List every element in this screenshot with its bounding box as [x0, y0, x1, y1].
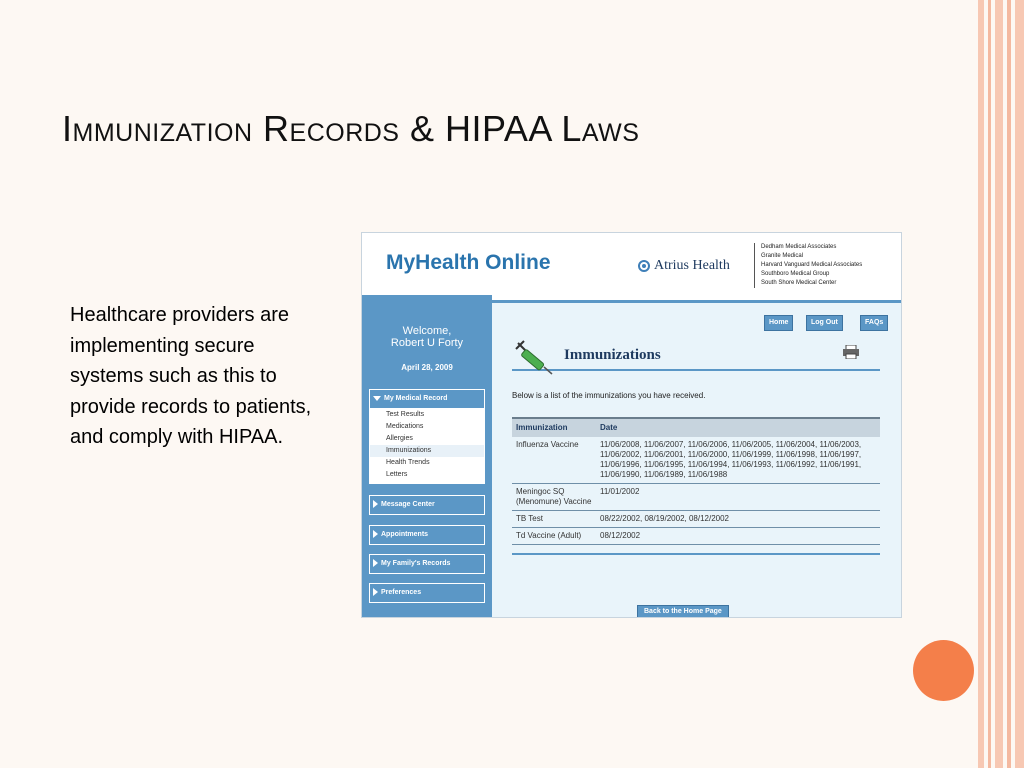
column-header: Immunization: [516, 423, 568, 432]
affiliate-item: South Shore Medical Center: [761, 280, 837, 286]
decorative-stripe: [995, 0, 1003, 768]
affiliate-item: Southboro Medical Group: [761, 271, 830, 277]
welcome-message: [362, 325, 492, 349]
immunization-dates: 08/22/2002, 08/19/2002, 08/12/2002: [600, 514, 730, 523]
affiliate-list: [754, 243, 862, 288]
portal-main: [492, 303, 902, 618]
caret-right-icon: [373, 588, 378, 596]
intro-text: Below is a list of the immunizations you have received.: [512, 391, 706, 400]
nav-head[interactable]: [370, 390, 484, 408]
home-button[interactable]: Home: [764, 315, 793, 331]
affiliate-item: Dedham Medical Associates: [761, 244, 837, 250]
decorative-stripe: [978, 0, 984, 768]
affiliate-item: Harvard Vanguard Medical Associates: [761, 262, 863, 268]
nav-label: My Family's Records: [381, 560, 451, 567]
nav-head[interactable]: [370, 496, 484, 514]
immunization-table: [512, 417, 880, 555]
faqs-button[interactable]: FAQs: [860, 315, 888, 331]
portal-header: [362, 233, 902, 303]
nav-message-center[interactable]: [369, 495, 485, 515]
welcome-line: Welcome,: [402, 325, 452, 337]
caret-down-icon: [373, 396, 381, 401]
table-row: [512, 484, 880, 511]
immunization-name: TB Test: [516, 514, 543, 523]
decorative-stripe: [1015, 0, 1024, 768]
printer-icon[interactable]: [842, 345, 860, 359]
nav-preferences[interactable]: [369, 583, 485, 603]
portal-brand[interactable]: MyHealth Online: [386, 251, 551, 274]
nav-sub-letters[interactable]: Letters: [386, 471, 408, 478]
immunization-name: Td Vaccine (Adult): [516, 531, 582, 540]
nav-label: Message Center: [381, 501, 435, 508]
syringe-icon: [514, 339, 554, 375]
back-to-home-button[interactable]: Back to the Home Page: [637, 605, 729, 618]
immunization-name: Meningoc SQ (Menomune) Vaccine: [516, 487, 592, 506]
nav-label: Preferences: [381, 589, 422, 596]
slide-body-text: Healthcare providers are implementing secure systems such as this to provide records to patients, and comply with HIPAA.: [70, 304, 312, 448]
user-name: Robert U Forty: [390, 337, 464, 349]
immunization-dates: 08/12/2002: [600, 531, 641, 540]
table-header: [512, 417, 880, 437]
slide-title: Immunization Records & HIPAA Laws: [62, 108, 640, 149]
nav-sub-allergies[interactable]: Allergies: [386, 435, 413, 442]
page-title: Immunizations: [564, 347, 661, 363]
portal-sidebar: [362, 295, 492, 618]
decorative-stripe: [1007, 0, 1011, 768]
affiliate-item: Granite Medical: [761, 253, 804, 259]
caret-right-icon: [373, 559, 378, 567]
nav-head[interactable]: [370, 526, 484, 544]
partner-logo: [638, 258, 730, 274]
nav-my-medical-record[interactable]: [369, 389, 485, 484]
caret-right-icon: [373, 530, 378, 538]
table-row: [512, 437, 880, 484]
nav-sub-test-results[interactable]: Test Results: [386, 411, 425, 418]
nav-appointments[interactable]: [369, 525, 485, 545]
caret-right-icon: [373, 500, 378, 508]
immunization-dates: 11/01/2002: [600, 487, 640, 496]
nav-label: My Medical Record: [384, 395, 448, 402]
table-row: [512, 511, 880, 528]
current-date: April 28, 2009: [401, 363, 453, 372]
atrius-logo-icon: [638, 260, 650, 272]
nav-sub-health-trends[interactable]: Health Trends: [386, 459, 430, 466]
decorative-stripe: [988, 0, 991, 768]
nav-head[interactable]: [370, 555, 484, 573]
partner-name: Atrius Health: [654, 258, 730, 273]
nav-label: Appointments: [381, 531, 429, 538]
nav-sub-medications[interactable]: Medications: [386, 423, 424, 430]
nav-sub-immunizations[interactable]: Immunizations: [370, 445, 484, 457]
table-footer-rule: [512, 545, 880, 555]
portal-screenshot: [361, 232, 902, 618]
nav-submenu: [370, 408, 484, 483]
table-row: [512, 528, 880, 545]
page-header: [512, 339, 880, 371]
decorative-circle: [913, 640, 974, 701]
immunization-name: Influenza Vaccine: [516, 440, 579, 449]
nav-my-familys-records[interactable]: [369, 554, 485, 574]
immunization-dates: 11/06/2008, 11/06/2007, 11/06/2006, 11/06/2005, 11/06/2004, 11/06/2003, 11/06/2002, 11/06/2001, 11/06/2000, 11/06/1999, 11/06/1998, 11/06/1997, 11/06/1996, 11/06/1995, 11/06/1994, 11/06/1993, 11/06/1992, 11/06/1991, 11/06/1990, 11/06/1989, 11/06/1988: [600, 440, 862, 479]
nav-head[interactable]: [370, 584, 484, 602]
column-header: Date: [600, 423, 618, 432]
log-out-button[interactable]: Log Out: [806, 315, 843, 331]
